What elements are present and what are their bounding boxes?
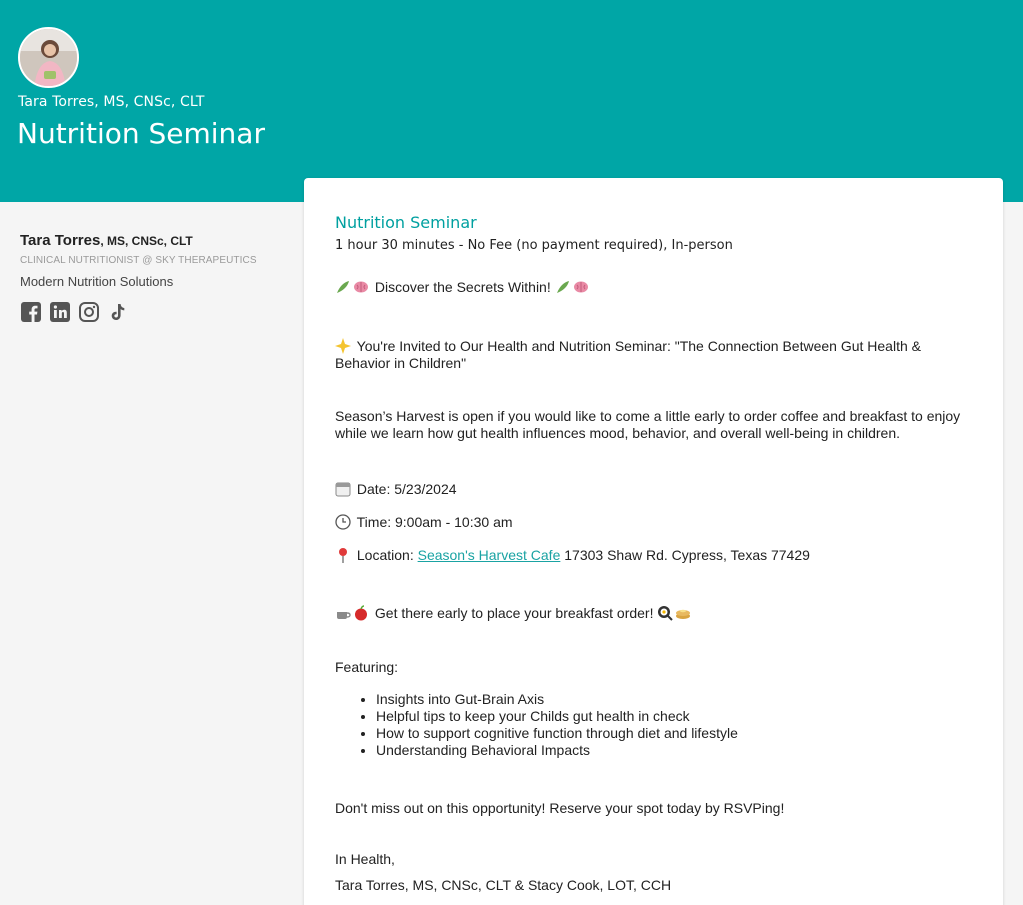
description-paragraph: Season’s Harvest is open if you would like to come a little early to order coffee and breakfast to enjoy while we learn how gut health influences mood, behavior, and overall well-being in children. [335, 408, 961, 441]
brain-icon [353, 279, 369, 295]
signoff-text: In Health, [335, 851, 395, 867]
sidebar-org: Modern Nutrition Solutions [20, 274, 174, 289]
location-label: Location: [356, 547, 418, 563]
pancakes-icon [675, 605, 691, 621]
signature-text: Tara Torres, MS, CNSc, CLT & Stacy Cook, LOT, CCH [335, 877, 672, 893]
sidebar-role: CLINICAL NUTRITIONIST @ SKY THERAPEUTICS [20, 255, 257, 266]
list-item: • Understanding Behavioral Impacts [376, 742, 975, 759]
early-line [335, 605, 975, 622]
event-date: Date: 5/23/2024 [356, 481, 457, 497]
sidebar-author [20, 232, 290, 250]
sidebar [20, 232, 290, 323]
coffee-icon [335, 605, 351, 621]
tiktok-icon[interactable] [107, 301, 129, 323]
calendar-icon [335, 481, 351, 497]
avatar [18, 27, 79, 88]
page-header [0, 0, 1023, 202]
herb-icon [335, 279, 351, 295]
location-link[interactable]: Season's Harvest Cafe [417, 547, 561, 563]
event-card [304, 178, 1003, 905]
event-title: Nutrition Seminar [335, 213, 477, 232]
sparkle-icon [335, 338, 351, 354]
event-header [335, 213, 975, 253]
location-line [335, 547, 975, 564]
invite-paragraph [335, 338, 975, 372]
list-item: • Helpful tips to keep your Childs gut health in check [376, 708, 975, 725]
apple-icon [353, 605, 369, 621]
brain-icon [573, 279, 589, 295]
invite-text: You're Invited to Our Health and Nutrition Seminar: "The Connection Between Gut Health & Behavior in Children" [335, 338, 921, 371]
facebook-icon[interactable] [20, 301, 42, 323]
featuring-label: Featuring: [335, 659, 399, 675]
social-links [20, 301, 290, 323]
list-item: • Insights into Gut-Brain Axis [376, 691, 975, 708]
features-list-wrapper [335, 691, 975, 759]
location-address: 17303 Shaw Rd. Cypress, Texas 77429 [560, 547, 810, 563]
page-title: Nutrition Seminar [17, 117, 265, 150]
time-line [335, 514, 975, 531]
event-subtitle: 1 hour 30 minutes - No Fee (no payment required), In-person [335, 238, 733, 253]
intro-line [335, 279, 975, 296]
pin-icon [335, 547, 351, 563]
cta-text: Don't miss out on this opportunity! Reserve your spot today by RSVPing! [335, 800, 785, 816]
intro-text: Discover the Secrets Within! [374, 279, 551, 295]
early-text: Get there early to place your breakfast order! [374, 605, 654, 621]
header-author-name: Tara Torres, MS, CNSc, CLT [18, 94, 205, 110]
event-time: Time: 9:00am - 10:30 am [356, 514, 513, 530]
linkedin-icon[interactable] [49, 301, 71, 323]
herb-icon [555, 279, 571, 295]
sidebar-name: Tara Torres [20, 232, 101, 249]
instagram-icon[interactable] [78, 301, 100, 323]
frying-pan-icon [657, 605, 673, 621]
features-list [376, 691, 975, 759]
date-line [335, 481, 975, 498]
list-item: • How to support cognitive function through diet and lifestyle [376, 725, 975, 742]
clock-icon [335, 514, 351, 530]
sidebar-credentials: , MS, CNSc, CLT [100, 234, 193, 248]
